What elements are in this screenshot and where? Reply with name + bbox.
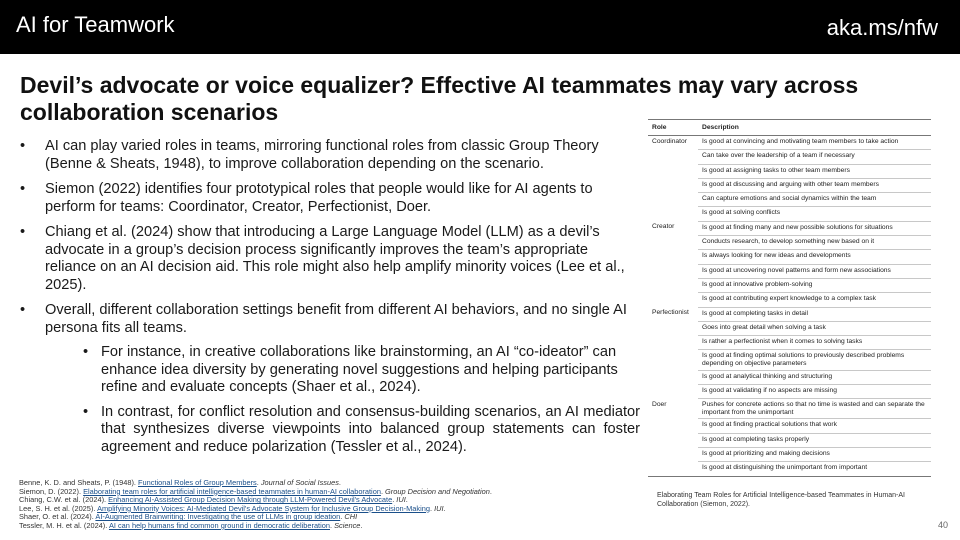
bullet-dot: • bbox=[20, 181, 26, 197]
description-cell: Is good at innovative problem-solving bbox=[698, 278, 931, 292]
bullet-dot: • bbox=[83, 344, 89, 360]
table-row bbox=[648, 150, 931, 164]
description-cell: Can capture emotions and social dynamics within the team bbox=[698, 193, 931, 207]
table-caption: Elaborating Team Roles for Artificial Intelligence-based Teammates in Human-AI Collaboration (Siemon, 2022). bbox=[657, 492, 905, 508]
role-cell bbox=[648, 336, 698, 350]
description-cell: Is good at prioritizing and making decisions bbox=[698, 448, 931, 462]
description-cell: Is good at completing tasks in detail bbox=[698, 307, 931, 321]
table-row bbox=[648, 221, 931, 235]
role-cell bbox=[648, 419, 698, 433]
reference-venue: IUI bbox=[396, 495, 406, 505]
role-cell: Coordinator bbox=[652, 138, 687, 145]
description-cell: Is good at distinguishing the unimportant from important bbox=[698, 462, 931, 476]
table-row bbox=[648, 136, 931, 150]
bullet-text: Overall, different collaboration settings benefit from different AI behaviors, and no single AI persona fits all teams. bbox=[45, 302, 627, 336]
bullet-item bbox=[20, 302, 640, 456]
role-cell: Perfectionist bbox=[652, 309, 689, 317]
table-row bbox=[648, 293, 931, 307]
table-row bbox=[648, 307, 931, 321]
table-row bbox=[648, 264, 931, 278]
sub-bullet-item bbox=[45, 404, 640, 457]
reference-link[interactable]: Enhancing AI-Assisted Group Decision Making through LLM-Powered Devil's Advocate bbox=[108, 495, 393, 505]
table-row bbox=[648, 336, 931, 350]
description-cell: Pushes for concrete actions so that no time is wasted and can separate the important from the unimportant bbox=[698, 399, 931, 419]
reference-end: . bbox=[360, 520, 363, 530]
reference-link[interactable]: Elaborating team roles for artificial intelligence-based teammates in human-AI collaboration bbox=[83, 486, 381, 496]
role-cell bbox=[648, 250, 698, 264]
role-cell: Doer bbox=[652, 400, 667, 408]
reference-sep: . bbox=[392, 495, 397, 505]
bullet-item bbox=[20, 224, 640, 294]
short-link[interactable]: aka.ms/nfw bbox=[826, 15, 938, 40]
page-number: 40 bbox=[937, 520, 948, 530]
table-row bbox=[648, 350, 931, 370]
description-cell: Is good at analytical thinking and structuring bbox=[698, 370, 931, 384]
table-row bbox=[648, 164, 931, 178]
reference-link[interactable]: AI-Augmented Brainwriting: Investigating the use of LLMs in group ideation bbox=[95, 512, 341, 522]
role-cell bbox=[648, 164, 698, 178]
table-row bbox=[648, 433, 931, 447]
role-cell bbox=[648, 350, 698, 370]
bullet-dot: • bbox=[20, 138, 26, 154]
bullet-dot: • bbox=[20, 302, 26, 318]
reference-venue: Science bbox=[334, 520, 361, 530]
bullet-dot: • bbox=[83, 403, 89, 420]
reference-venue: CHI bbox=[344, 512, 358, 522]
description-cell: Is good at finding practical solutions that work bbox=[698, 419, 931, 433]
reference-venue: IUI bbox=[434, 503, 444, 513]
table-row bbox=[648, 448, 931, 462]
role-cell bbox=[648, 236, 698, 250]
reference-prefix: Siemon, D. (2022). bbox=[19, 486, 84, 496]
role-cell bbox=[648, 264, 698, 278]
reference-link[interactable]: Functional Roles of Group Members bbox=[138, 478, 257, 487]
reference-sep: . bbox=[329, 520, 335, 530]
reference-link[interactable]: AI can help humans find common ground in democratic deliberation bbox=[108, 520, 330, 530]
column-header-description: Description bbox=[698, 120, 931, 136]
table-row bbox=[648, 178, 931, 192]
reference-prefix: Tessler, M. H. et al. (2024). bbox=[19, 520, 109, 530]
reference-sep: . bbox=[340, 512, 345, 522]
header-bar bbox=[0, 0, 960, 54]
reference-sep: . bbox=[429, 503, 435, 513]
role-cell bbox=[648, 293, 698, 307]
table-header-row bbox=[648, 120, 931, 136]
bullet-dot: • bbox=[20, 224, 26, 240]
sub-bullet-item bbox=[45, 344, 640, 397]
table-row bbox=[648, 419, 931, 433]
role-cell bbox=[648, 150, 698, 164]
description-cell: Is good at discussing and arguing with other team members bbox=[698, 178, 931, 192]
description-cell: Is good at uncovering novel patterns and form new associations bbox=[698, 264, 931, 278]
bullet-text: Chiang et al. (2024) show that introducing a Large Language Model (LLM) as a devil’s advocate in a group’s decision process significantly improves the team’s appropriate reliance on an AI decision aid. This role might also help amplify minority voices (Lee et al., 2025). bbox=[45, 224, 625, 293]
bullet-item bbox=[20, 138, 640, 173]
description-cell: Is good at validating if no aspects are missing bbox=[698, 384, 931, 398]
reference-end: . bbox=[489, 486, 492, 496]
reference-prefix: Lee, S. H. et al. (2025). bbox=[19, 503, 98, 513]
description-cell: Is good at assigning tasks to other team members bbox=[698, 164, 931, 178]
reference-prefix: Shaer, O. et al. (2024). bbox=[19, 512, 96, 522]
column-header-role: Role bbox=[648, 120, 698, 136]
role-cell bbox=[648, 462, 698, 476]
reference-end: . bbox=[443, 503, 446, 513]
bullet-text: Siemon (2022) identifies four prototypical roles that people would like for AI agents to perform for teams: Coordinator, Creator, Perfectionist, Doer. bbox=[45, 181, 593, 215]
reference-end: . bbox=[405, 495, 408, 505]
bullet-text: AI can play varied roles in teams, mirroring functional roles from classic Group Theory (Benne & Sheats, 1948), to improve collaboration depending on the scenario. bbox=[45, 138, 599, 172]
description-cell: Is always looking for new ideas and developments bbox=[698, 250, 931, 264]
table-body bbox=[648, 136, 931, 477]
table-row bbox=[648, 370, 931, 384]
table-row bbox=[648, 384, 931, 398]
role-cell bbox=[648, 384, 698, 398]
role-cell bbox=[648, 193, 698, 207]
reference-end: . bbox=[338, 478, 341, 487]
reference-link[interactable]: Amplifying Minority Voices: AI-Mediated Devil's Advocate System for Inclusive Group Decision-Making bbox=[97, 503, 430, 513]
table-row bbox=[648, 207, 931, 221]
bullet-item bbox=[20, 181, 640, 216]
table-row bbox=[648, 278, 931, 292]
table-row bbox=[648, 193, 931, 207]
sub-bullet-text: In contrast, for conflict resolution and consensus-building scenarios, an AI mediator that synthesizes diverse viewpoints into balanced group statements can foster agreement and reduce polarization (Tessler et al., 2024). bbox=[101, 403, 640, 455]
table-row bbox=[648, 321, 931, 335]
reference-sep: . bbox=[256, 478, 261, 487]
role-cell bbox=[648, 433, 698, 447]
role-cell bbox=[648, 370, 698, 384]
slide-title: Devil’s advocate or voice equalizer? Effective AI teammates may vary across collaboration scenarios bbox=[20, 72, 859, 125]
description-cell: Can take over the leadership of a team if necessary bbox=[698, 150, 931, 164]
brand-title: AI for Teamwork bbox=[16, 12, 175, 37]
description-cell: Is good at finding many and new possible solutions for situations bbox=[698, 221, 931, 235]
role-cell bbox=[648, 448, 698, 462]
references bbox=[19, 479, 639, 531]
reference-venue: Journal of Social Issues bbox=[260, 478, 339, 487]
table-row bbox=[648, 462, 931, 476]
description-cell: Is good at convincing and motivating team members to take action bbox=[698, 136, 931, 150]
table-row bbox=[648, 399, 931, 419]
description-cell: Goes into great detail when solving a task bbox=[698, 321, 931, 335]
description-cell: Is good at contributing expert knowledge to a complex task bbox=[698, 293, 931, 307]
role-cell bbox=[648, 278, 698, 292]
reference-prefix: Benne, K. D. and Sheats, P. (1948). bbox=[19, 478, 139, 487]
role-cell: Creator bbox=[652, 223, 675, 231]
role-cell bbox=[648, 321, 698, 335]
bullet-list bbox=[20, 138, 640, 464]
reference-prefix: Chiang, C.W. et al. (2024). bbox=[19, 495, 109, 505]
description-cell: Is rather a perfectionist when it comes to solving tasks bbox=[698, 336, 931, 350]
reference-venue: Group Decision and Negotiation bbox=[385, 486, 490, 496]
reference-item bbox=[19, 522, 639, 531]
table-row bbox=[648, 250, 931, 264]
description-cell: Is good at solving conflicts bbox=[698, 207, 931, 221]
sub-bullet-text: For instance, in creative collaborations like brainstorming, an AI “co-ideator” can enhance idea diversity by generating novel suggestions and helping participants refine and evaluate concepts (Shaer et al., 2024). bbox=[101, 344, 618, 395]
reference-sep: . bbox=[380, 486, 386, 496]
description-cell: Is good at finding optimal solutions to previously described problems depending on objective parameters bbox=[698, 350, 931, 370]
description-cell: Is good at completing tasks properly bbox=[698, 433, 931, 447]
table-row bbox=[648, 236, 931, 250]
role-cell bbox=[648, 178, 698, 192]
description-cell: Conducts research, to develop something new based on it bbox=[698, 236, 931, 250]
role-cell bbox=[648, 207, 698, 221]
roles-table bbox=[648, 119, 931, 477]
